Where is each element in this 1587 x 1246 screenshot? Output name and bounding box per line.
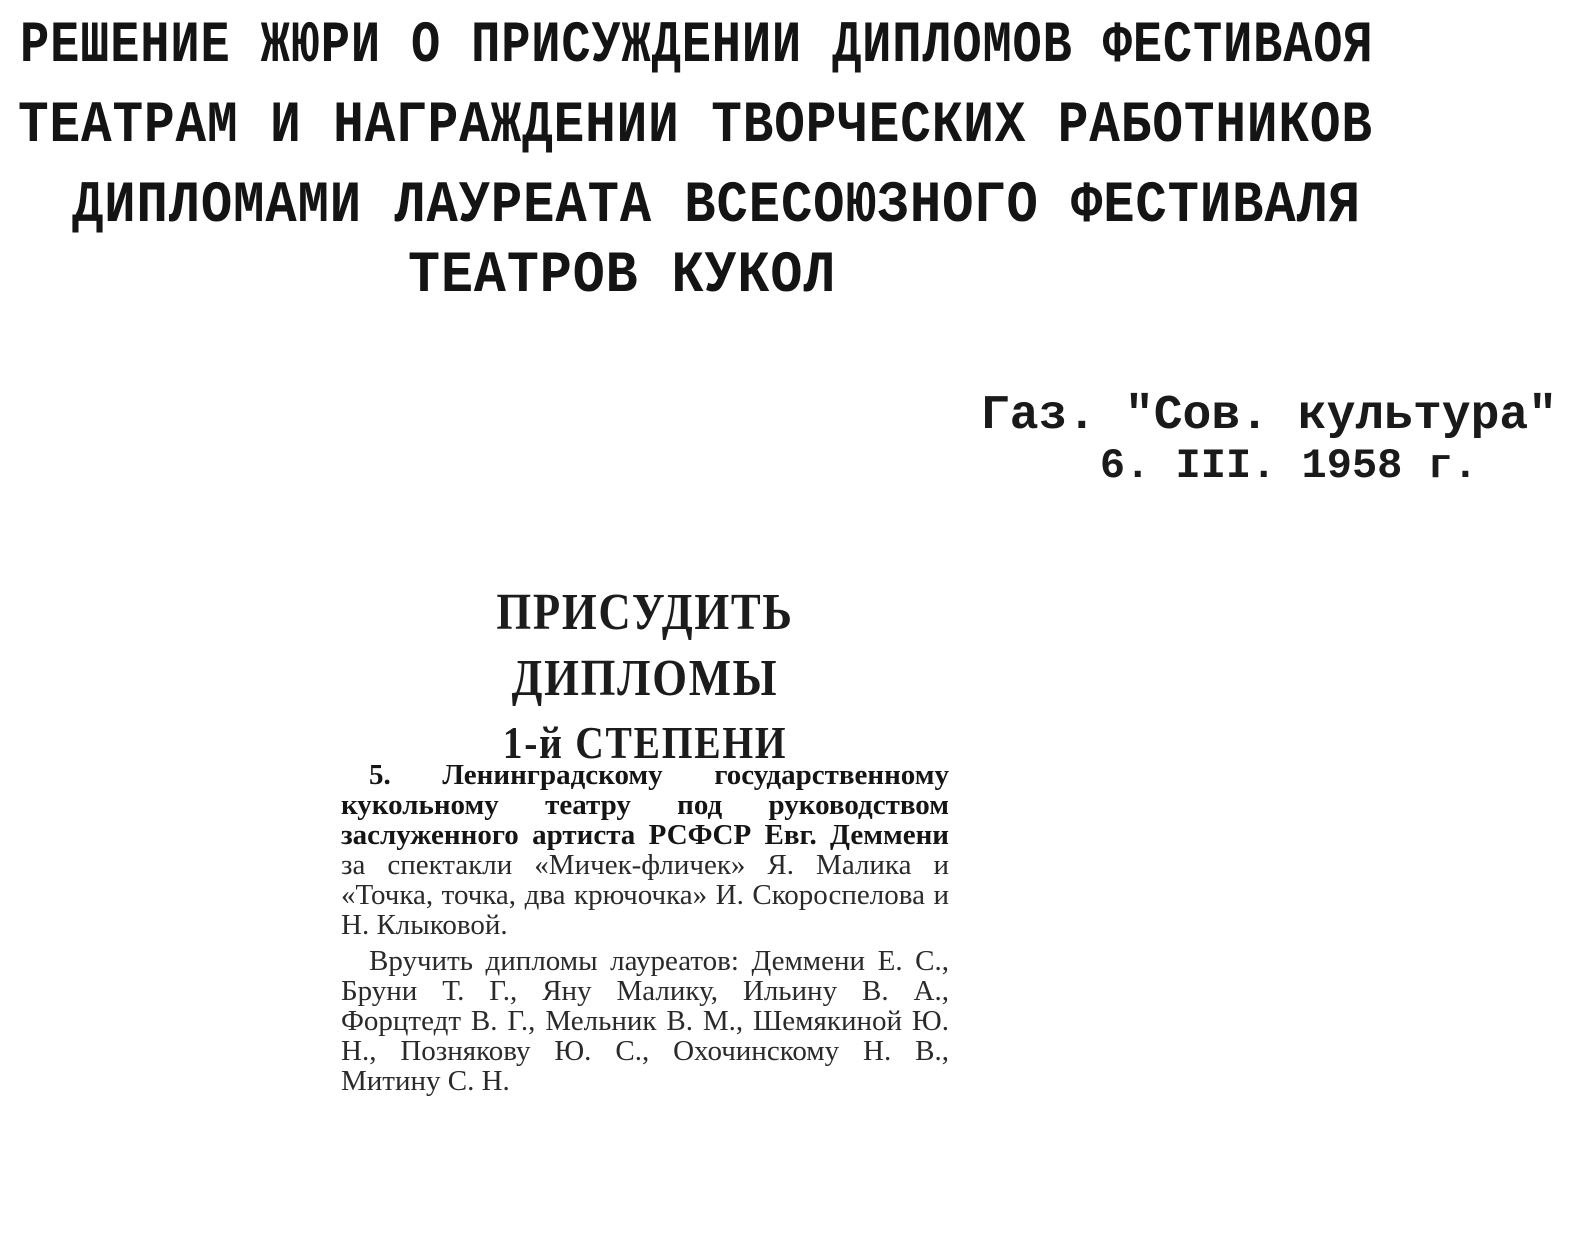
clipping-body <box>341 760 949 1102</box>
clipping-headline-line-1: ПРИСУДИТЬ ДИПЛОМЫ <box>496 584 794 707</box>
newspaper-clipping <box>335 580 955 1097</box>
title-line-2: ТЕАТРАМ И НАГРАЖДЕНИИ ТВОРЧЕСКИХ РАБОТНИКОВ <box>18 94 1373 159</box>
source-publication: Газ. "Сов. культура" <box>980 389 1557 443</box>
title-line-4: ТЕАТРОВ КУКОЛ <box>408 244 837 309</box>
award-recipient-theatre: 5. Ленинградскому государственному кукольному театру под руководством заслуженного артиста РСФСР Евг. Деммени <box>341 759 949 851</box>
clipping-paragraph-2: Вручить дипломы лауреатов: Деммени Е. С., Бруни Т. Г., Яну Малику, Ильину В. А., Форцтедт В. Г., Мельник В. М., Шемякиной Ю. Н., Познякову Ю. С., Охочинскому Н. В., Митину С. Н. <box>341 945 949 1097</box>
source-date: 6. III. 1958 г. <box>1099 442 1478 490</box>
clipping-paragraph-1 <box>341 760 949 940</box>
title-line-3: ДИПЛОМАМИ ЛАУРЕАТА ВСЕСОЮЗНОГО ФЕСТИВАЛЯ <box>72 174 1362 239</box>
source-citation <box>981 390 1557 490</box>
award-reason: за спектакли «Мичек-фличек» Я. Малика и «Точка, точка, два крючочка» И. Скороспелова и Н. Клыковой. <box>341 849 949 941</box>
clipping-headline <box>335 580 955 774</box>
clipping-headline-line-2: 1-й СТЕПЕНИ <box>502 717 788 768</box>
title-line-1: РЕШЕНИЕ ЖЮРИ О ПРИСУЖДЕНИИ ДИПЛОМОВ ФЕСТИВАОЯ <box>20 14 1374 79</box>
